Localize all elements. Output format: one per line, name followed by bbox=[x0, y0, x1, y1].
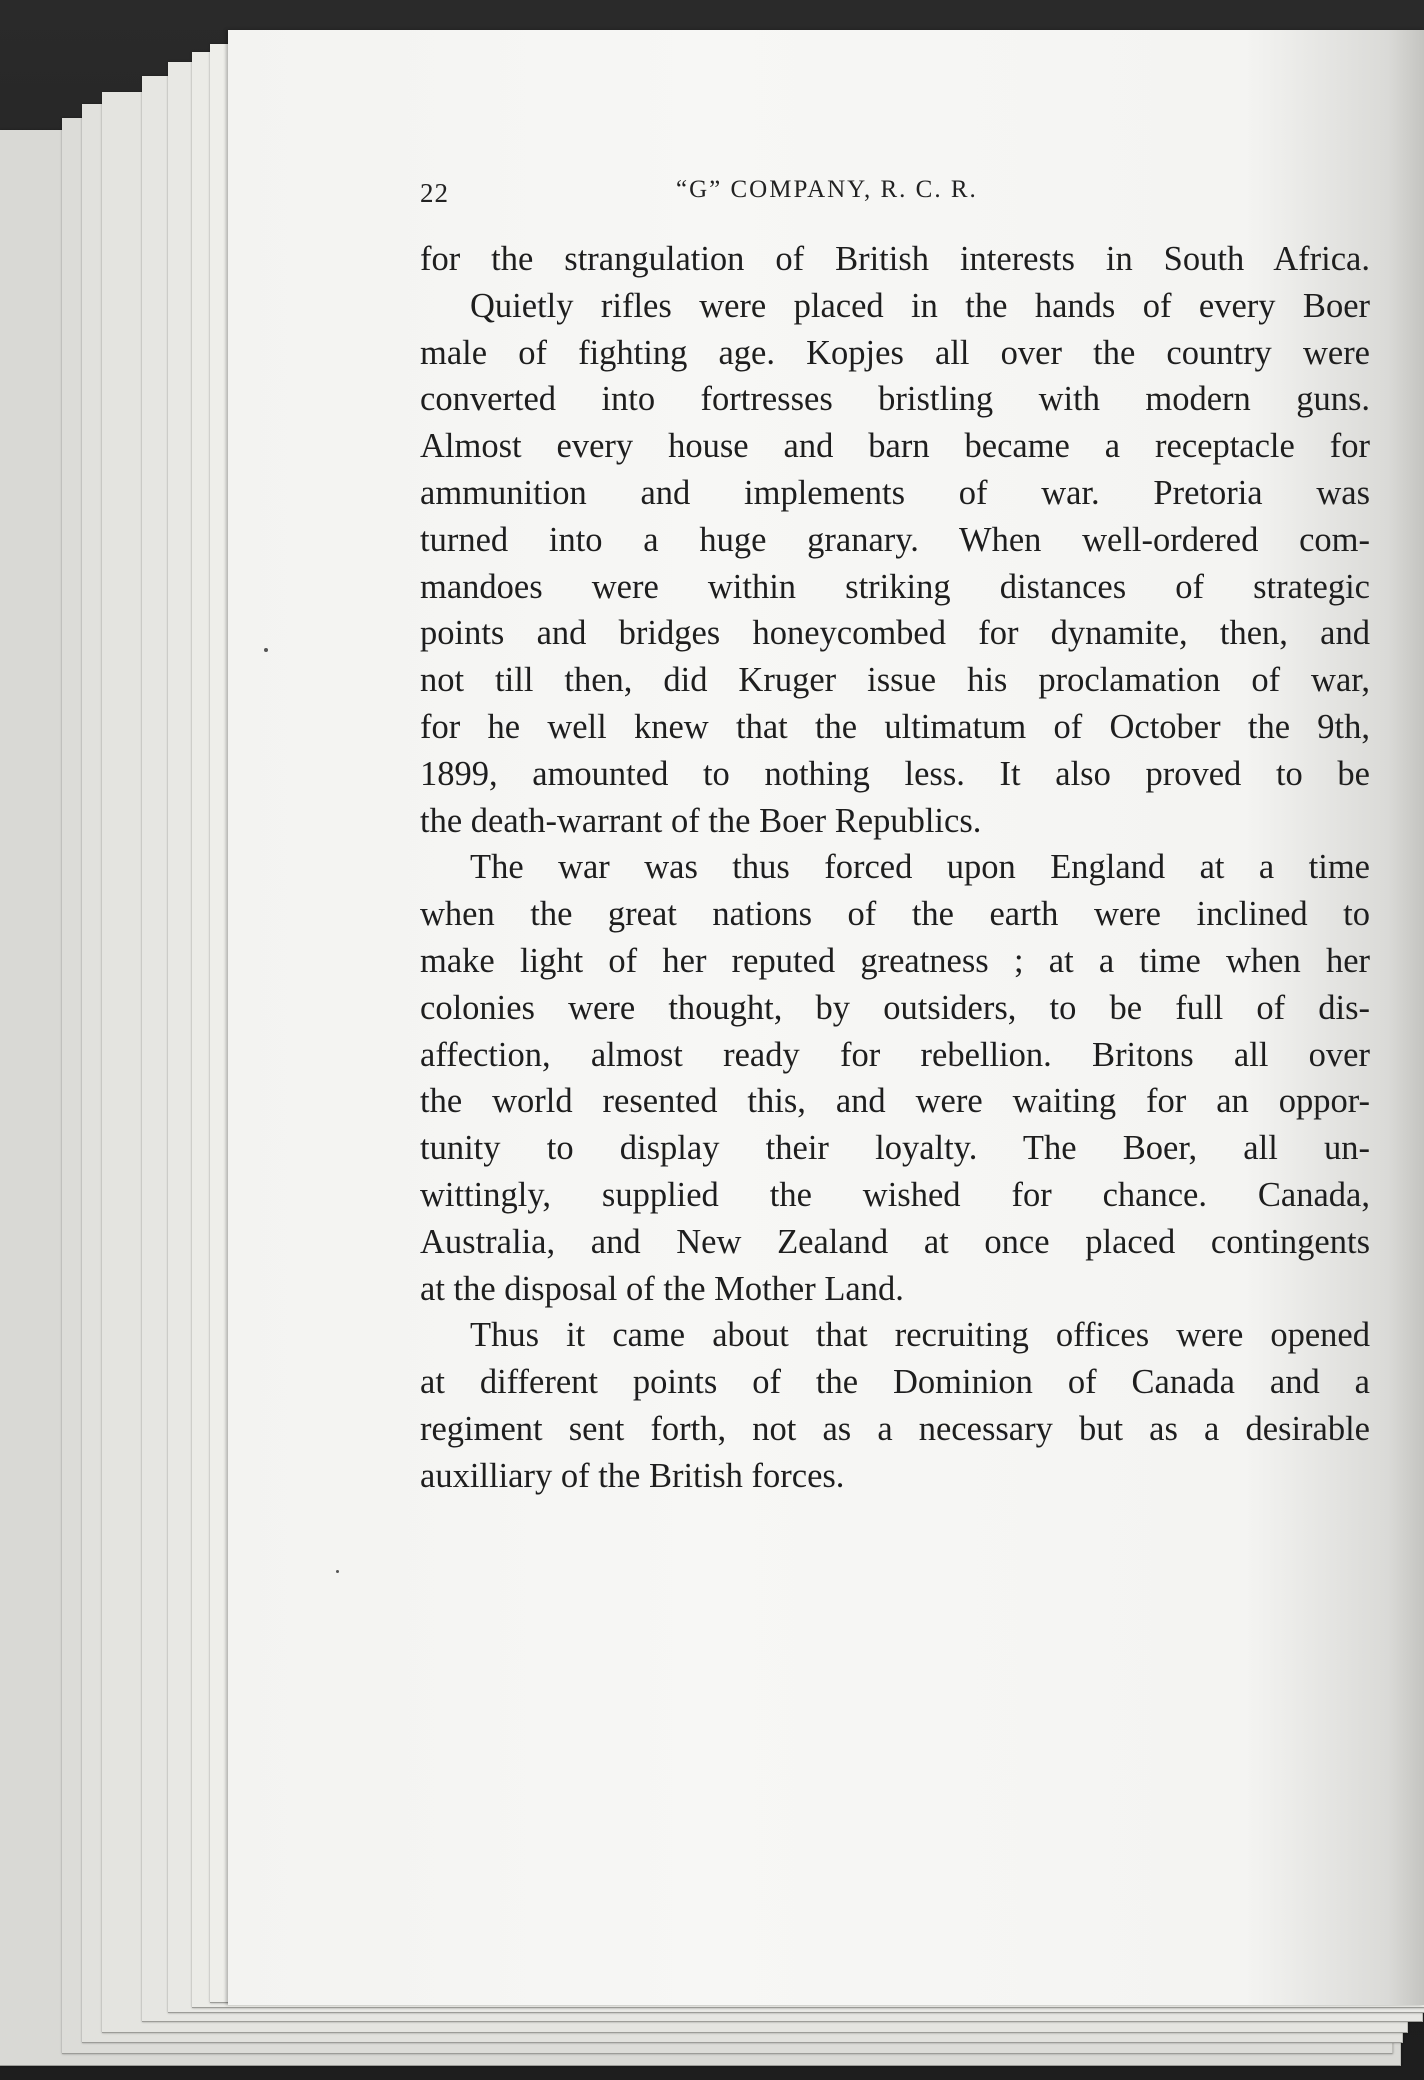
page-number: 22 bbox=[420, 178, 449, 208]
text-line: The war was thus forced upon England at a time bbox=[470, 848, 1370, 887]
text-line: Thus it came about that recruiting offices were opened bbox=[470, 1316, 1370, 1355]
text-line: not till then, did Kruger issue his proclamation of war, bbox=[420, 661, 1370, 700]
text-line: make light of her reputed greatness ; at a time when her bbox=[420, 941, 1370, 980]
text-line: points and bridges honeycombed for dynamite, then, and bbox=[420, 614, 1370, 653]
text-line: tunity to display their loyalty. The Boer, all un- bbox=[420, 1129, 1370, 1168]
text-line: the world resented this, and were waiting for an oppor- bbox=[420, 1082, 1370, 1121]
text-line: mandoes were within striking distances of strategic bbox=[420, 567, 1370, 606]
body-text bbox=[420, 236, 1370, 1500]
text-line: for he well knew that the ultimatum of October the 9th, bbox=[420, 707, 1370, 746]
text-line: Almost every house and barn became a receptacle for bbox=[420, 427, 1370, 466]
running-head: “G” COMPANY, R. C. R. bbox=[676, 176, 978, 203]
text-line: ammunition and implements of war. Pretoria was bbox=[420, 473, 1370, 512]
text-line: at different points of the Dominion of Canada and a bbox=[420, 1363, 1370, 1402]
text-line: when the great nations of the earth were inclined to bbox=[420, 895, 1370, 934]
text-line: at the disposal of the Mother Land. bbox=[420, 1269, 904, 1308]
text-line: the death-warrant of the Boer Republics. bbox=[420, 801, 982, 840]
text-line: male of fighting age. Kopjes all over the country were bbox=[420, 333, 1370, 372]
text-line: Quietly rifles were placed in the hands of every Boer bbox=[470, 286, 1370, 325]
text-line: auxilliary of the British forces. bbox=[420, 1456, 845, 1495]
text-line: affection, almost ready for rebellion. Britons all over bbox=[420, 1035, 1370, 1074]
paper-speck bbox=[264, 648, 268, 652]
text-line: for the strangulation of British interests in South Africa. bbox=[420, 240, 1370, 278]
text-line: converted into fortresses bristling with modern guns. bbox=[420, 380, 1370, 419]
text-line: 1899, amounted to nothing less. It also proved to be bbox=[420, 754, 1370, 793]
page-header bbox=[420, 178, 1120, 218]
text-line: regiment sent forth, not as a necessary but as a desirable bbox=[420, 1409, 1370, 1448]
text-line: turned into a huge granary. When well-ordered com- bbox=[420, 520, 1370, 559]
text-line: colonies were thought, by outsiders, to be full of dis- bbox=[420, 988, 1370, 1027]
text-line: Australia, and New Zealand at once placed contingents bbox=[420, 1222, 1370, 1261]
text-line: wittingly, supplied the wished for chance. Canada, bbox=[420, 1175, 1370, 1214]
paper-speck bbox=[336, 1570, 339, 1573]
